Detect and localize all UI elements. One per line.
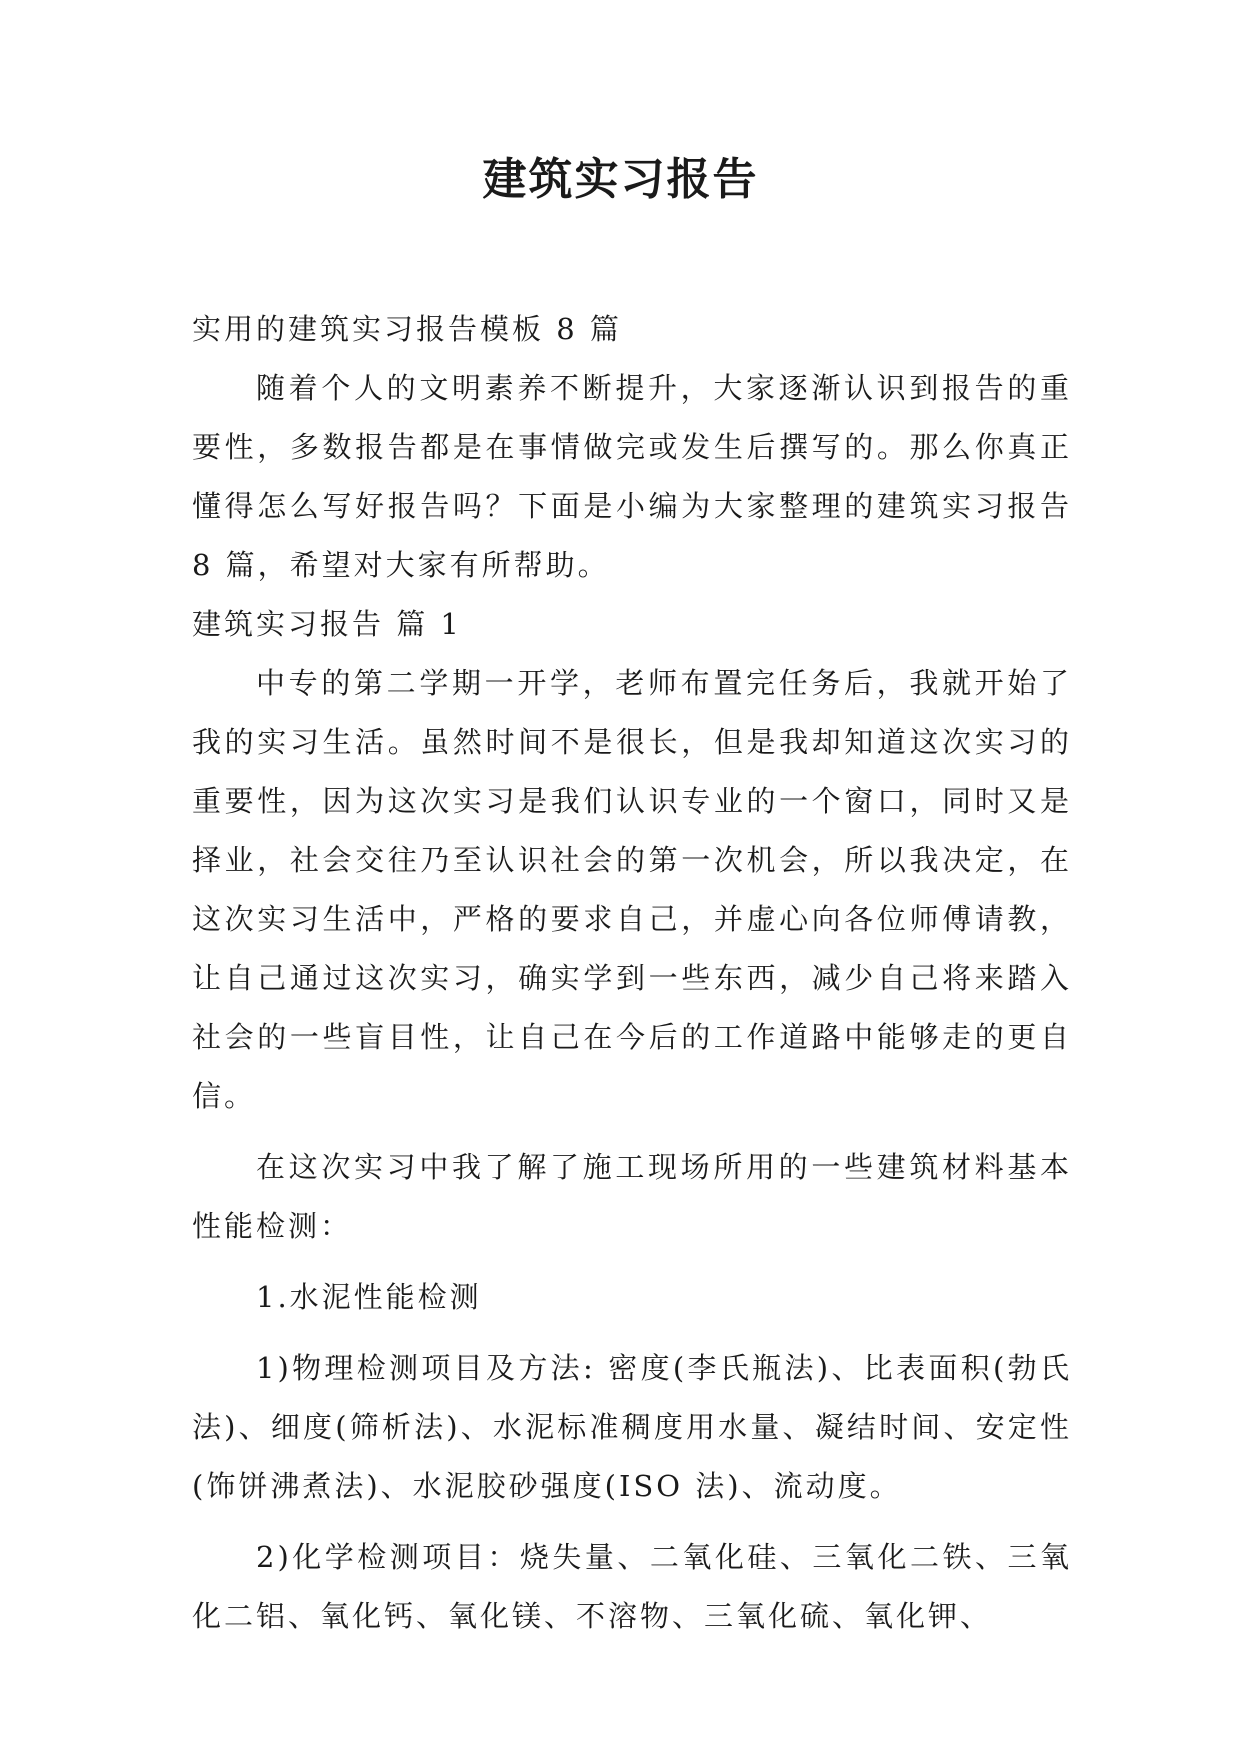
section-heading: 建筑实习报告 篇 1	[192, 607, 462, 641]
document-body	[192, 300, 1072, 1646]
list-item: 2)化学检测项目：烧失量、二氧化硅、三氧化二铁、三氧化二铝、氧化钙、氧化镁、不溶物、三氧化硫、氧化钾、	[192, 1540, 1072, 1633]
body-paragraph: 中专的第二学期一开学，老师布置完任务后，我就开始了我的实习生活。虽然时间不是很长，但是我却知道这次实习的重要性，因为这次实习是我们认识专业的一个窗口，同时又是择业，社会交往乃至认识社会的第一次机会，所以我决定，在这次实习生活中，严格的要求自己，并虚心向各位师傅请教，让自己通过这次实习，确实学到一些东西，减少自己将来踏入社会的一些盲目性，让自己在今后的工作道路中能够走的更自信。	[192, 666, 1072, 1113]
intro-paragraph: 随着个人的文明素养不断提升，大家逐渐认识到报告的重要性，多数报告都是在事情做完或发生后撰写的。那么你真正懂得怎么写好报告吗？下面是小编为大家整理的建筑实习报告 8 篇，希望对大家有所帮助。	[192, 371, 1072, 582]
document-title: 建筑实习报告	[482, 154, 759, 205]
list-item: 1)物理检测项目及方法: 密度(李氏瓶法)、比表面积(勃氏法)、细度(筛析法)、水泥标准稠度用水量、凝结时间、安定性(饰饼沸煮法)、水泥胶砂强度(ISO 法)、流动度。	[192, 1351, 1072, 1503]
body-paragraph: 在这次实习中我了解了施工现场所用的一些建筑材料基本性能检测：	[192, 1150, 1072, 1243]
document-subtitle: 实用的建筑实习报告模板 8 篇	[192, 312, 622, 346]
list-item-heading: 1.水泥性能检测	[256, 1280, 482, 1314]
